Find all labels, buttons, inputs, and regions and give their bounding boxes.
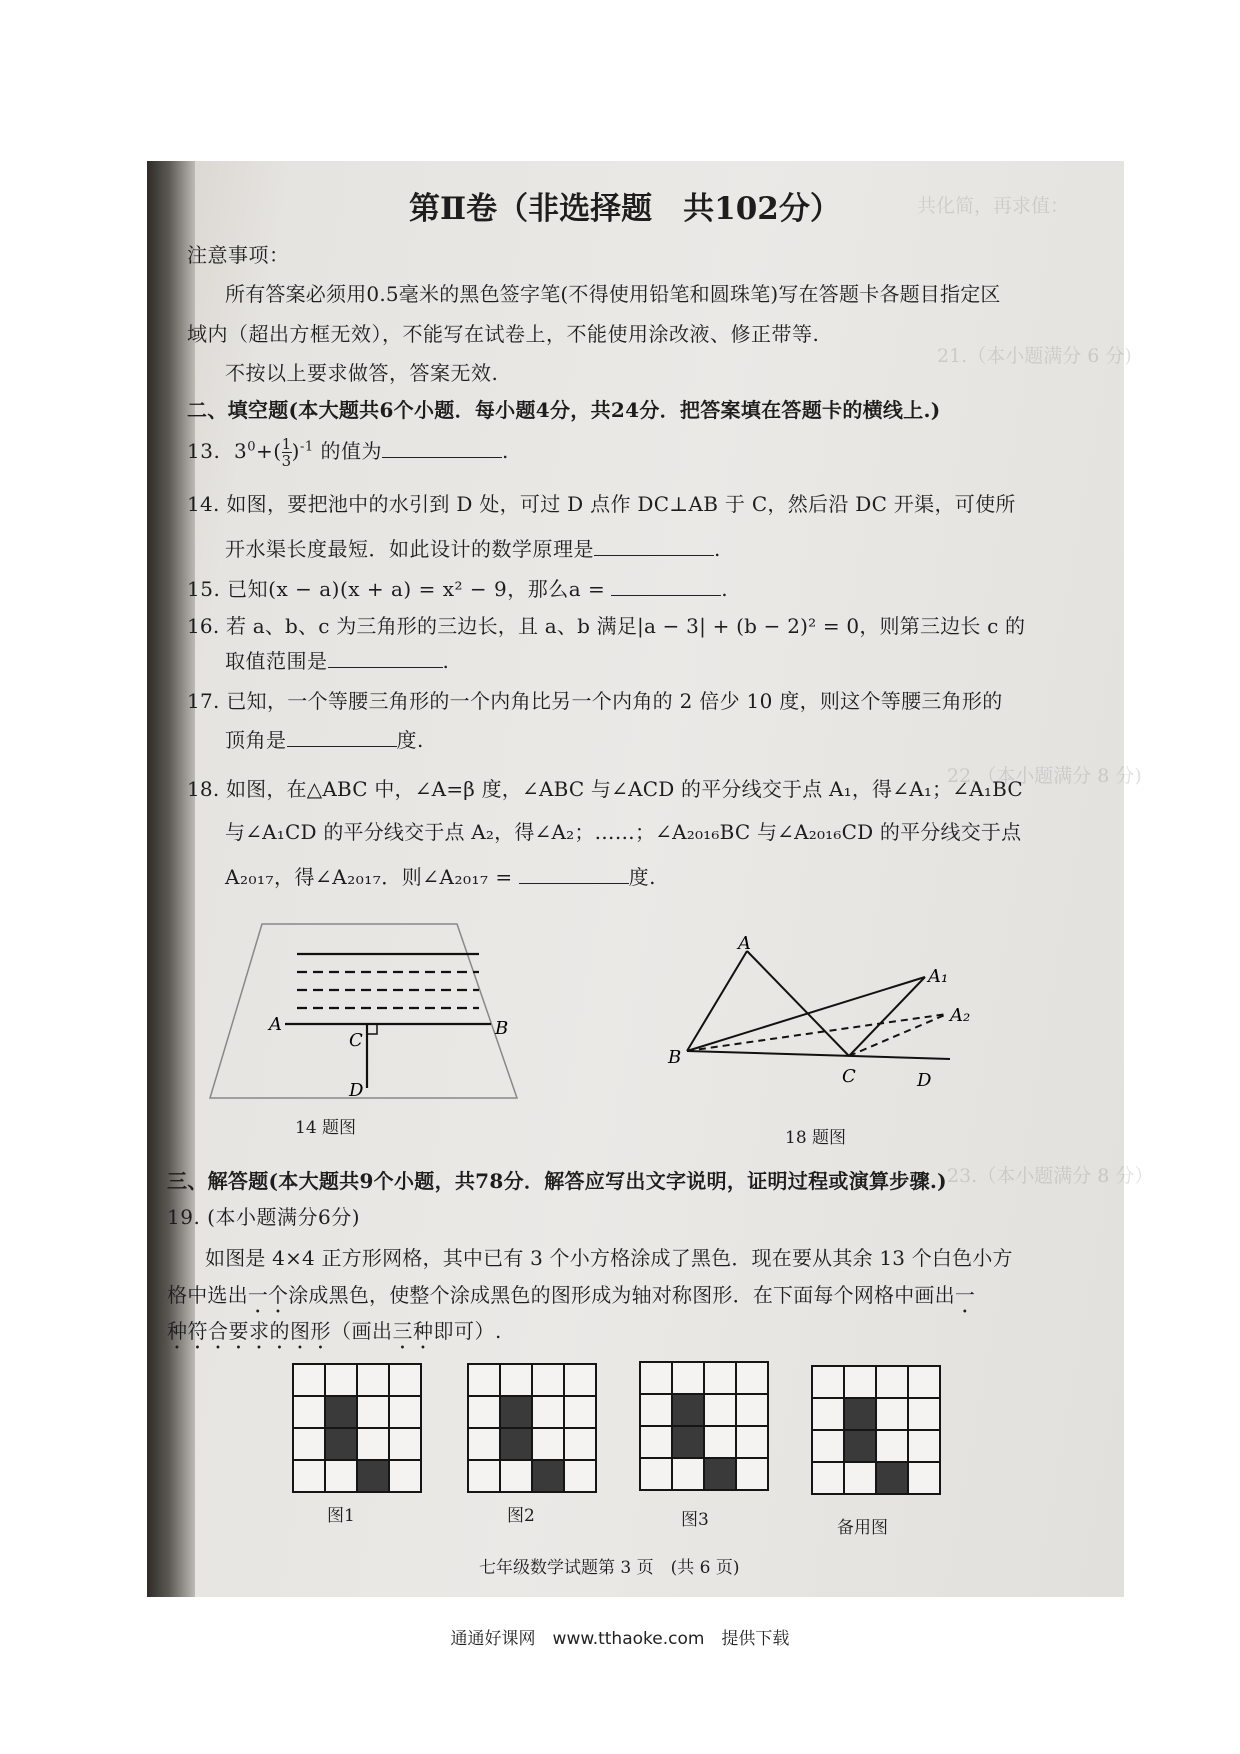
question-17-line2 — [225, 724, 424, 753]
answer-blank[interactable] — [611, 577, 721, 596]
grid-cell[interactable] — [468, 1396, 500, 1428]
point-label-c: C — [349, 1030, 363, 1051]
question-18-line3 — [225, 861, 656, 890]
grid-cell[interactable] — [532, 1396, 564, 1428]
grid-cell[interactable] — [293, 1428, 325, 1460]
grid-cell[interactable] — [844, 1462, 876, 1494]
question-13: 13. $3^0+$( $\frac{1}{3}$ )$^{-1}$ 的值为 . — [187, 435, 509, 470]
question-text: 的值为 — [320, 439, 382, 463]
grid-cell[interactable] — [640, 1362, 672, 1394]
grid-cell[interactable] — [704, 1394, 736, 1426]
grid-cell[interactable] — [357, 1364, 389, 1396]
unit-text: 度. — [628, 865, 657, 889]
section-heading: 三、解答题(本大题共9个小题，共78分．解答应写出文字说明，证明过程或演算步骤.) — [167, 1169, 947, 1193]
grid-caption: 图1 — [327, 1506, 355, 1526]
bleed-through-text: 共化简，再求值： — [917, 195, 1070, 217]
question-14-line: 14. 如图，要把池中的水引到 D 处，可过 D 点作 DC⊥AB 于 C，然后沿 DC 开渠，可使所 — [187, 492, 1016, 516]
grid-cell[interactable] — [736, 1394, 768, 1426]
bleed-through-text: 22.（本小题满分 8 分) — [947, 765, 1142, 787]
grid-cell[interactable] — [532, 1364, 564, 1396]
grid-cell[interactable] — [672, 1458, 704, 1490]
question-18-line: 18. 如图，在△ABC 中，∠A=β 度，∠ABC 与∠ACD 的平分线交于点 A₁，得∠A₁；∠A₁BC — [187, 777, 1023, 801]
point-label-b: B — [668, 1047, 682, 1068]
answer-blank[interactable] — [287, 728, 397, 747]
pond-outline — [210, 924, 517, 1098]
grid-cell[interactable] — [500, 1364, 532, 1396]
answer-blank[interactable] — [382, 439, 502, 458]
grid-figure-spare[interactable] — [809, 1363, 944, 1498]
emphasized-text: 种符合要求的图形 — [167, 1319, 331, 1343]
answer-blank[interactable] — [594, 537, 714, 556]
answer-blank[interactable] — [519, 865, 629, 884]
page-footer: 七年级数学试题第 3 页 (共 6 页) — [479, 1558, 740, 1578]
unit-text: 度. — [396, 728, 424, 752]
grid-cell-filled[interactable] — [704, 1458, 736, 1490]
question-text: 取值范围是 — [225, 649, 328, 673]
grid-cell[interactable] — [357, 1428, 389, 1460]
grid-cell[interactable] — [325, 1364, 357, 1396]
grid-cell-filled[interactable] — [844, 1398, 876, 1430]
question-19-title: 19. (本小题满分6分) — [167, 1205, 360, 1229]
grid-caption: 图2 — [507, 1506, 535, 1526]
question-text: 格中选出 — [167, 1283, 248, 1307]
grid-cell[interactable] — [736, 1426, 768, 1458]
grid-cell[interactable] — [389, 1364, 421, 1396]
grid-cell[interactable] — [876, 1430, 908, 1462]
question-17-line: 17. 已知，一个等腰三角形的一个内角比另一个内角的 2 倍少 10 度，则这个等腰三角形的 — [187, 689, 1003, 713]
question-18-line: 与∠A₁CD 的平分线交于点 A₂，得∠A₂；……；∠A₂₀₁₆BC 与∠A₂₀₁₆CD 的平分线交于点 — [225, 820, 1022, 844]
download-credit: 通通好课网 www.tthaoke.com 提供下载 — [450, 1629, 790, 1649]
grid-cell[interactable] — [704, 1362, 736, 1394]
question-text: 涂成黑色，使整个涂成黑色的图形成为轴对称图形．在下面每个网格中画出 — [288, 1283, 955, 1307]
grid-figure-2[interactable] — [465, 1361, 600, 1496]
question-text: 即可）. — [433, 1319, 502, 1343]
grid-cell[interactable] — [640, 1426, 672, 1458]
grid-cell[interactable] — [876, 1366, 908, 1398]
notice-heading: 注意事项： — [187, 243, 290, 267]
grid-cell[interactable] — [468, 1428, 500, 1460]
grid-cell-filled[interactable] — [844, 1430, 876, 1462]
grid-cell[interactable] — [736, 1362, 768, 1394]
grid-cell[interactable] — [468, 1460, 500, 1492]
grid-cell[interactable] — [500, 1460, 532, 1492]
grid-cell[interactable] — [293, 1396, 325, 1428]
point-label-c: C — [842, 1066, 856, 1087]
grid-cell[interactable] — [812, 1430, 844, 1462]
emphasized-text: 一个 — [247, 1283, 289, 1307]
line-ba2 — [687, 1014, 947, 1051]
answer-blank[interactable] — [328, 649, 443, 668]
grid-cell[interactable] — [736, 1458, 768, 1490]
question-16-line: 16. 若 a、b、c 为三角形的三边长，且 a、b 满足|a − 3| + (b − 2)² = 0，则第三边长 c 的 — [187, 614, 1026, 638]
grid-cell[interactable] — [293, 1460, 325, 1492]
grid-cell[interactable] — [908, 1430, 940, 1462]
point-label-d: D — [349, 1080, 364, 1101]
grid-cell[interactable] — [564, 1396, 596, 1428]
emphasized-text: 一 — [954, 1283, 976, 1307]
figure-18-triangle-diagram — [652, 933, 992, 1119]
line-bd — [687, 1051, 950, 1059]
grid-caption: 图3 — [681, 1510, 709, 1530]
grid-caption: 备用图 — [837, 1518, 888, 1538]
grid-cell-filled[interactable] — [532, 1460, 564, 1492]
grid-cell[interactable] — [876, 1398, 908, 1430]
page-title: 第Ⅱ卷（非选择题 共102分） — [409, 191, 841, 227]
grid-figure-3[interactable] — [637, 1359, 772, 1494]
grid-cell[interactable] — [389, 1460, 421, 1492]
grid-cell[interactable] — [564, 1428, 596, 1460]
grid-cell[interactable] — [908, 1398, 940, 1430]
grid-cell[interactable] — [532, 1428, 564, 1460]
question-15: 15. 已知(x − a)(x + a) = x² − 9，那么a = . — [187, 577, 729, 601]
scanned-exam-photo — [147, 161, 1154, 1597]
grid-cell[interactable] — [325, 1460, 357, 1492]
grid-cell-filled[interactable] — [672, 1394, 704, 1426]
grid-cell[interactable] — [389, 1428, 421, 1460]
bleed-through-text: 23.（本小题满分 8 分） — [947, 1165, 1154, 1187]
grid-cell[interactable] — [389, 1396, 421, 1428]
math-expression: $3^0+$( $\frac{1}{3}$ )$^{-1}$ — [227, 435, 314, 470]
bleed-through-text: 21.（本小题满分 6 分) — [937, 345, 1132, 367]
point-label-a1: A₁ — [928, 966, 949, 987]
emphasized-text: 三种 — [392, 1319, 434, 1343]
grid-cell-filled[interactable] — [357, 1460, 389, 1492]
grid-cell-filled[interactable] — [325, 1428, 357, 1460]
point-label-a2: A₂ — [950, 1005, 971, 1026]
question-text: （画出 — [331, 1319, 393, 1343]
notice-line: 域内（超出方框无效），不能写在试卷上，不能使用涂改液、修正带等. — [187, 322, 820, 346]
notice-line: 所有答案必须用0.5毫米的黑色签字笔(不得使用铅笔和圆珠笔)写在答题卡各题目指定区 — [225, 282, 1001, 306]
line-ca2 — [849, 1014, 947, 1056]
grid-cell[interactable] — [293, 1364, 325, 1396]
grid-cell[interactable] — [468, 1364, 500, 1396]
photo-shadow-edge — [147, 161, 195, 1597]
grid-cell-filled[interactable] — [876, 1462, 908, 1494]
grid-cell[interactable] — [844, 1366, 876, 1398]
grid-cell[interactable] — [564, 1364, 596, 1396]
point-label-a: A — [269, 1014, 282, 1035]
question-19-line: 如图是 4×4 正方形网格，其中已有 3 个小方格涂成了黑色．现在要从其余 13 个白色小方 — [205, 1246, 1013, 1270]
grid-cell[interactable] — [812, 1462, 844, 1494]
grid-cell[interactable] — [812, 1398, 844, 1430]
right-angle-mark — [367, 1024, 377, 1034]
grid-figure-1[interactable] — [290, 1361, 425, 1496]
grid-cell-filled[interactable] — [672, 1426, 704, 1458]
notice-line: 不按以上要求做答，答案无效. — [225, 361, 499, 385]
question-19-line3 — [167, 1315, 502, 1354]
grid-cell[interactable] — [908, 1366, 940, 1398]
point-label-d: D — [917, 1070, 932, 1091]
point-label-b: B — [495, 1018, 509, 1039]
question-text: 顶角是 — [225, 728, 287, 752]
grid-cell[interactable] — [908, 1462, 940, 1494]
question-text: 15. 已知(x − a)(x + a) = x² − 9，那么a = — [187, 577, 606, 601]
grid-cell[interactable] — [672, 1362, 704, 1394]
grid-cell[interactable] — [357, 1396, 389, 1428]
figure-14-caption: 14 题图 — [295, 1118, 357, 1138]
question-text: A₂₀₁₇，得∠A₂₀₁₇．则∠A₂₀₁₇ = — [225, 865, 513, 889]
figure-18-caption: 18 题图 — [785, 1128, 847, 1148]
question-text: 开水渠长度最短．如此设计的数学原理是 — [225, 537, 594, 561]
point-label-a: A — [738, 933, 751, 954]
grid-cell[interactable] — [640, 1394, 672, 1426]
grid-cell[interactable] — [812, 1366, 844, 1398]
question-14-line2: 开水渠长度最短．如此设计的数学原理是 . — [225, 537, 721, 561]
grid-cell-filled[interactable] — [500, 1428, 532, 1460]
question-16-line2: 取值范围是 . — [225, 649, 450, 673]
grid-cell[interactable] — [564, 1460, 596, 1492]
question-number: 13. — [187, 439, 221, 463]
grid-cell[interactable] — [704, 1426, 736, 1458]
grid-cell-filled[interactable] — [500, 1396, 532, 1428]
section-heading: 二、填空题(本大题共6个小题．每小题4分，共24分．把答案填在答题卡的横线上.) — [187, 398, 941, 422]
question-19-line2 — [167, 1279, 975, 1318]
grid-cell-filled[interactable] — [325, 1396, 357, 1428]
grid-cell[interactable] — [640, 1458, 672, 1490]
figure-14-pond-diagram — [207, 916, 537, 1126]
